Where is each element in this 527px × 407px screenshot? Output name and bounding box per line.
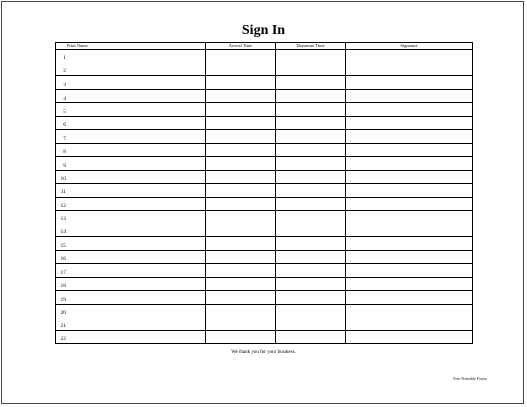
print-name-cell[interactable] [56,278,206,291]
row-number: 10 [60,176,66,182]
table-row [56,103,473,117]
print-name-cell[interactable] [56,291,206,305]
row-number: 22 [60,336,66,342]
table-row [56,237,473,251]
table-row [56,251,473,264]
departure-time-cell[interactable] [276,144,346,157]
arrival-time-cell[interactable] [206,157,276,171]
footer-thanks: We thank you for your business. [231,350,296,355]
table-row [56,278,473,291]
arrival-time-cell[interactable] [206,50,276,76]
signature-cell[interactable] [346,278,473,291]
print-name-cell[interactable] [56,184,206,198]
row-number: 13 [60,216,66,222]
table-row [56,171,473,184]
signature-cell[interactable] [346,76,473,90]
arrival-time-cell[interactable] [206,211,276,237]
row-number: 18 [60,283,66,289]
column-header-signature: Signature [346,43,473,50]
arrival-time-cell[interactable] [206,130,276,144]
signature-cell[interactable] [346,157,473,171]
print-name-cell[interactable] [56,305,206,331]
signature-cell[interactable] [346,251,473,264]
table-row [56,157,473,171]
arrival-time-cell[interactable] [206,198,276,211]
print-name-cell[interactable] [56,331,206,344]
print-name-cell[interactable] [56,50,206,76]
signature-cell[interactable] [346,130,473,144]
signature-cell[interactable] [346,144,473,157]
column-header-arrival-time: Arrival Time [206,43,276,50]
print-name-cell[interactable] [56,211,206,237]
print-name-cell[interactable] [56,157,206,171]
departure-time-cell[interactable] [276,331,346,344]
form-title: Sign In [241,23,286,38]
print-name-cell[interactable] [56,251,206,264]
departure-time-cell[interactable] [276,264,346,278]
departure-time-cell[interactable] [276,291,346,305]
departure-time-cell[interactable] [276,76,346,90]
print-name-cell[interactable] [56,144,206,157]
table-row [56,117,473,130]
row-number: 20 [60,310,66,316]
signature-cell[interactable] [346,90,473,103]
departure-time-cell[interactable] [276,117,346,130]
row-number: 1 [63,55,66,61]
departure-time-cell[interactable] [276,90,346,103]
print-name-cell[interactable] [56,117,206,130]
table-row [56,90,473,103]
departure-time-cell[interactable] [276,278,346,291]
table-row [56,144,473,157]
print-name-cell[interactable] [56,171,206,184]
signature-cell[interactable] [346,103,473,117]
print-name-cell[interactable] [56,130,206,144]
sign-in-table [55,42,473,344]
print-name-cell[interactable] [56,103,206,117]
row-number: 14 [60,229,66,235]
signature-cell[interactable] [346,211,473,237]
signature-cell[interactable] [346,237,473,251]
departure-time-cell[interactable] [276,237,346,251]
print-name-cell[interactable] [56,237,206,251]
signature-cell[interactable] [346,291,473,305]
row-number: 11 [60,189,66,195]
header-row [56,43,473,50]
arrival-time-cell[interactable] [206,305,276,331]
arrival-time-cell[interactable] [206,184,276,198]
row-number: 19 [60,297,66,303]
column-header-print-name: Print Name [56,43,206,50]
table-row [56,130,473,144]
arrival-time-cell[interactable] [206,251,276,264]
departure-time-cell[interactable] [276,211,346,237]
signature-cell[interactable] [346,171,473,184]
print-name-cell[interactable] [56,264,206,278]
arrival-time-cell[interactable] [206,103,276,117]
row-number: 3 [63,82,66,88]
arrival-time-cell[interactable] [206,278,276,291]
arrival-time-cell[interactable] [206,331,276,344]
signature-cell[interactable] [346,50,473,76]
arrival-time-cell[interactable] [206,117,276,130]
table-row [56,76,473,90]
arrival-time-cell[interactable] [206,264,276,278]
row-number: 21 [60,323,66,329]
row-number: 2 [63,68,66,74]
table-row [56,331,473,344]
table-row [56,291,473,305]
departure-time-cell[interactable] [276,198,346,211]
departure-time-cell[interactable] [276,50,346,76]
row-number: 4 [63,96,66,102]
arrival-time-cell[interactable] [206,144,276,157]
signature-cell[interactable] [346,305,473,331]
arrival-time-cell[interactable] [206,90,276,103]
row-number: 5 [63,109,66,115]
departure-time-cell[interactable] [276,305,346,331]
row-number: 8 [63,149,66,155]
signature-cell[interactable] [346,184,473,198]
row-number: 6 [63,122,66,128]
departure-time-cell[interactable] [276,171,346,184]
signature-cell[interactable] [346,331,473,344]
signature-cell[interactable] [346,117,473,130]
table-body [56,50,473,344]
departure-time-cell[interactable] [276,130,346,144]
table-row [56,305,473,331]
table-row [56,50,473,76]
departure-time-cell[interactable] [276,157,346,171]
row-number: 9 [63,163,66,169]
print-name-cell[interactable] [56,90,206,103]
arrival-time-cell[interactable] [206,291,276,305]
row-number: 12 [60,203,66,209]
column-header-departure-time: Departure Time [276,43,346,50]
footer-credit: Free Printable Forms [453,376,487,381]
table-row [56,264,473,278]
table-row [56,184,473,198]
row-number: 17 [60,270,66,276]
arrival-time-cell[interactable] [206,237,276,251]
signature-cell[interactable] [346,264,473,278]
arrival-time-cell[interactable] [206,171,276,184]
print-name-cell[interactable] [56,198,206,211]
row-number: 7 [63,136,66,142]
signature-cell[interactable] [346,198,473,211]
arrival-time-cell[interactable] [206,76,276,90]
print-name-cell[interactable] [56,76,206,90]
table-row [56,198,473,211]
row-number: 16 [60,256,66,262]
departure-time-cell[interactable] [276,251,346,264]
table-row [56,211,473,237]
departure-time-cell[interactable] [276,103,346,117]
departure-time-cell[interactable] [276,184,346,198]
row-number: 15 [60,243,66,249]
